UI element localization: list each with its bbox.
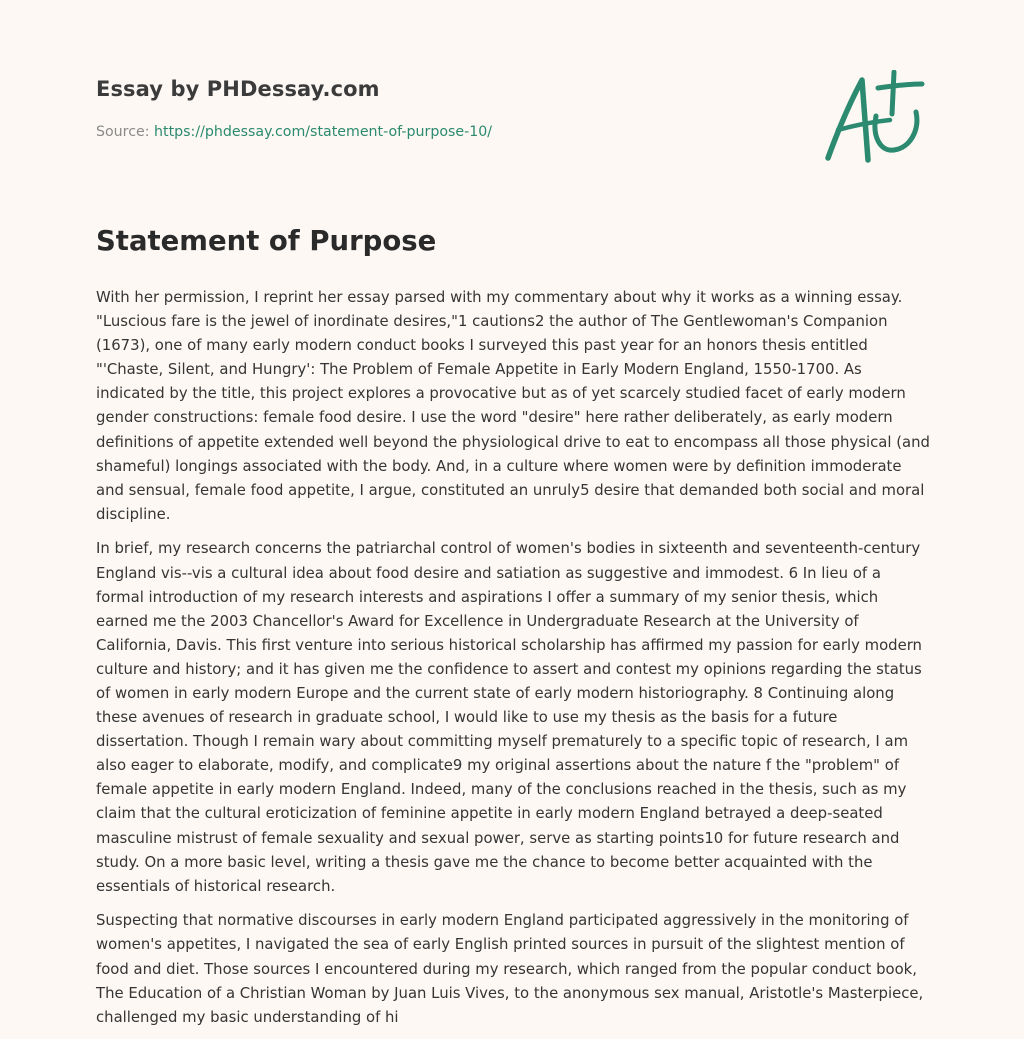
a-plus-grade-icon [822, 70, 926, 164]
essay-body [96, 285, 930, 1039]
essay-paragraph: In brief, my research concerns the patriarchal control of women's bodies in sixteenth and seventeenth-century England vis--vis a cultural idea about food desire and satiation as suggestive and immodest. 6 In lieu of a formal introduction of my research interests and aspirations I offer a summary of my senior thesis, which earned me the 2003 Chancellor's Award for Excellence in Undergraduate Research at the University of California, Davis. This first venture into serious historical scholarship has affirmed my passion for early modern culture and history; and it has given me the confidence to assert and contest my opinions regarding the status of women in early modern Europe and the current state of early modern historiography. 8 Continuing along these avenues of research in graduate school, I would like to use my thesis as the basis for a future dissertation. Though I remain wary about committing myself prematurely to a specific topic of research, I am also eager to elaborate, modify, and complicate9 my original assertions about the nature f the "problem" of female appetite in early modern England. Indeed, many of the conclusions reached in the thesis, such as my claim that the cultural eroticization of feminine appetite in early modern England betrayed a deep-seated masculine mistrust of female sexuality and sexual power, serve as starting points10 for future research and study. On a more basic level, writing a thesis gave me the chance to become better acquainted with the essentials of historical research. [96, 539, 922, 895]
essay-title: Statement of Purpose [96, 225, 437, 257]
source-label: Source: [96, 124, 150, 140]
essay-paragraph: Suspecting that normative discourses in early modern England participated aggressively in the monitoring of women's appetites, I navigated the sea of early English printed sources in pursuit of the slightest mention of food and diet. Those sources I encountered during my research, which ranged from the popular conduct book, The Education of a Christian Woman by Juan Luis Vives, to the anonymous sex manual, Aristotle's Masterpiece, challenged my basic understanding of hi [96, 911, 924, 1026]
essay-paragraph: With her permission, I reprint her essay parsed with my commentary about why it works as a winning essay. "Luscious fare is the jewel of inordinate desires,"1 cautions2 the author of The Gentlewoman's Companion (1673), one of many early modern conduct books I surveyed this past year for an honors thesis entitled "'Chaste, Silent, and Hungry': The Problem of Female Appetite in Early Modern England, 1550-1700. As indicated by the title, this project explores a provocative but as of yet scarcely studied facet of early modern gender constructions: female food desire. I use the word "desire" here rather deliberately, as early modern definitions of appetite extended well beyond the physiological drive to eat to encompass all those physical (and shameful) longings associated with the body. And, in a culture where women were by definition immoderate and sensual, female food appetite, I argue, constituted an unruly5 desire that demanded both social and moral discipline. [96, 288, 930, 523]
site-title: Essay by PHDessay.com [96, 77, 380, 101]
source-link[interactable]: https://phdessay.com/statement-of-purpose-10/ [154, 124, 493, 140]
source-line [96, 124, 492, 140]
